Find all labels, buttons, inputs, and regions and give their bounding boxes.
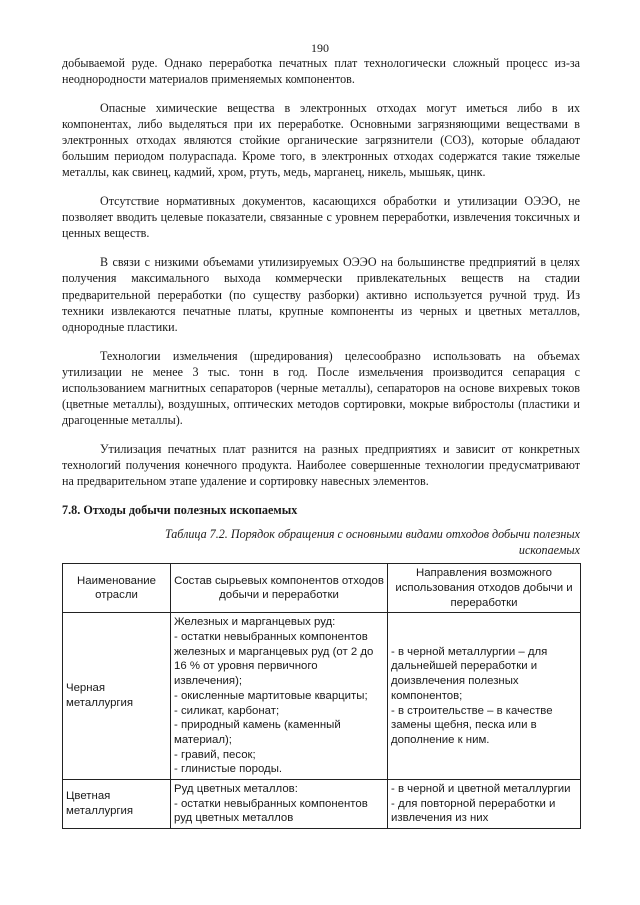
paragraph: Отсутствие нормативных документов, касающихся обработки и утилизации ОЭЭО, не позволяет вводить целевые показатели, связанные с уровнем переработки, извлечения токсичных и ценных веществ. — [62, 194, 580, 241]
header-branch: Наименование отрасли — [63, 564, 171, 613]
paragraph: Технологии измельчения (шредирования) целесообразно использовать на объемах утилизации не менее 3 тыс. тонн в год. После измельчения производится сепарация с использованием магнитных сепараторов (черные металлы), сепараторов на основе вихревых токов (цветные металлы), воздушных, оптических методов сортировки, мокрые вибростолы (пластики и драгоценные металлы). — [62, 348, 580, 427]
composition-line: - глинистые породы. — [174, 763, 283, 776]
branch-cell: Цветная металлургия — [63, 780, 171, 829]
table-row — [63, 613, 581, 780]
composition-cell — [171, 613, 388, 780]
composition-line: - остатки невыбранных компонентов руд цветных металлов — [174, 797, 368, 825]
section-heading: 7.8. Отходы добычи полезных ископаемых — [62, 502, 298, 517]
composition-cell — [171, 780, 388, 829]
paragraph: добываемой руде. Однако переработка печатных плат технологически сложный процесс из-за неоднородности материалов применяемых компонентов. — [62, 56, 580, 87]
composition-line: - силикат, карбонат; — [174, 704, 280, 717]
directions-cell — [388, 613, 581, 780]
direction-line: - в черной металлургии – для дальнейшей переработки и доизвлечения полезных компонентов; — [391, 645, 548, 702]
composition-line: Руд цветных металлов: — [174, 783, 298, 796]
table-header-row — [63, 564, 581, 613]
branch-cell: Черная металлургия — [63, 613, 171, 780]
table-caption: Таблица 7.2. Порядок обращения с основными видами отходов добычи полезных ископаемых — [164, 527, 580, 558]
page-number: 190 — [311, 41, 329, 55]
composition-line: - остатки невыбранных компонентов железных и марганцевых руд (от 2 до 16 % от уровня первичного извлечения); — [174, 631, 374, 688]
direction-line: - в черной и цветной металлургии - для повторной переработки и извлечения из них — [391, 783, 571, 825]
composition-line: - окисленные мартитовые кварциты; — [174, 689, 368, 702]
paragraph: Утилизация печатных плат разнится на разных предприятиях и зависит от конкретных технологий получения конечного продукта. Наиболее совершенные технологии предусматривают на предварительном этапе удаление и сортировку навесных элементов. — [62, 441, 580, 489]
direction-line: - в строительстве – в качестве замены щебня, песка или в дополнение к ним. — [391, 704, 553, 746]
composition-line: - природный камень (каменный материал); — [174, 719, 341, 746]
table-row — [63, 780, 581, 829]
paragraph: Опасные химические вещества в электронных отходах могут иметься либо в их компонентах, либо выделяться при их переработке. Основными загрязняющими веществами в электронных отходах являются стойкие органические загрязнители (СОЗ), которые обладают большим периодом полураспада. Кроме того, в электронных отходах содержатся такие тяжелые металлы, как свинец, кадмий, хром, ртуть, медь, марганец, никель, мышьяк, цинк. — [62, 100, 580, 180]
document-body — [62, 55, 580, 829]
composition-line: - гравий, песок; — [174, 748, 256, 761]
waste-handling-table — [62, 563, 581, 829]
composition-line: Железных и марганцевых руд: — [174, 616, 336, 629]
header-directions: Направления возможного использования отходов добычи и переработки — [388, 564, 581, 613]
paragraph: В связи с низкими объемами утилизируемых ОЭЭО на большинстве предприятий в целях получения максимального выхода коммерчески привлекательных веществ на стадии предварительной переработки (по существу разборки) активно используется ручной труд. Из техники извлекаются печатные платы, крупные компоненты из черных и цветных металлов, однородные пластики. — [62, 255, 580, 334]
directions-cell — [388, 780, 581, 829]
header-composition: Состав сырьевых компонентов отходов добычи и переработки — [171, 564, 388, 613]
